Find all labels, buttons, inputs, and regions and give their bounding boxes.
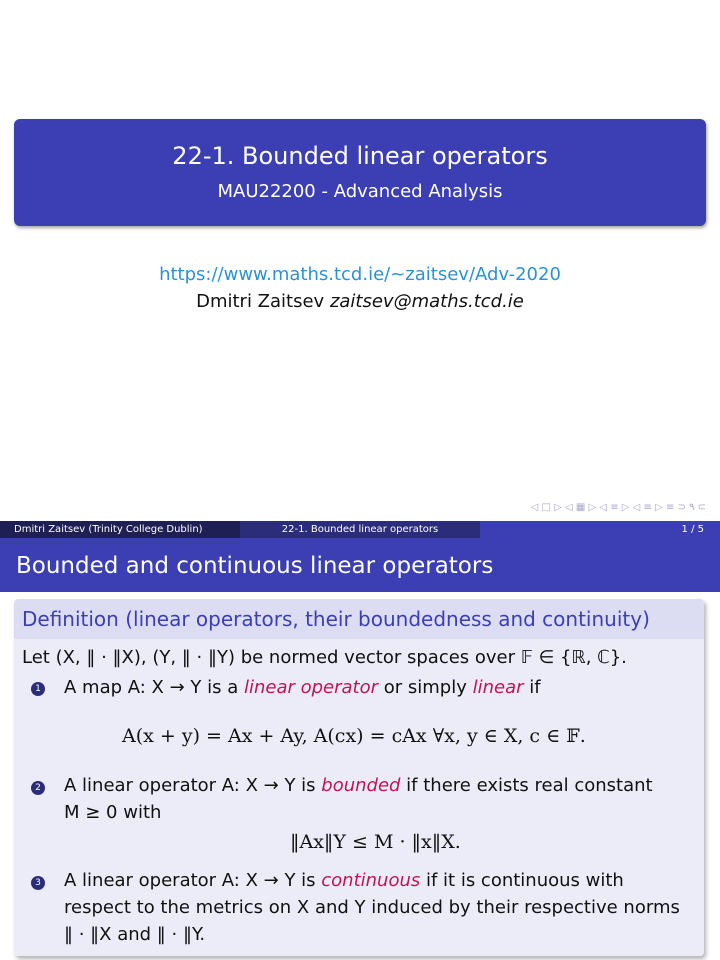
item-1-number-bullet: 1 bbox=[31, 682, 45, 696]
footer-page-number: 1 / 5 bbox=[480, 521, 720, 538]
item-1-formula: A(x + y) = Ax + Ay, A(cx) = cAx ∀x, y ∈ X, c ∈ 𝔽. bbox=[122, 725, 586, 747]
definition-body bbox=[14, 639, 704, 956]
frame-title-bar bbox=[0, 538, 720, 592]
title-block bbox=[14, 119, 706, 226]
item-3-line3: ‖ · ‖X and ‖ · ‖Y. bbox=[64, 924, 206, 945]
frame-title: Bounded and continuous linear operators bbox=[16, 553, 494, 579]
slide-title: 22-1. Bounded linear operators bbox=[172, 142, 548, 170]
author-line bbox=[0, 291, 720, 312]
definition-block bbox=[14, 599, 704, 956]
item-2-number-bullet: 2 bbox=[31, 781, 45, 795]
item-2-formula: ‖Ax‖Y ≤ M · ‖x‖X. bbox=[290, 831, 461, 853]
term-linear-operator: linear operator bbox=[243, 677, 379, 698]
item-3-line2: respect to the metrics on X and Y induced by their respective norms bbox=[64, 897, 680, 918]
definition-intro: Let (X, ‖ · ‖X), (Y, ‖ · ‖Y) be normed vector spaces over 𝔽 ∈ {ℝ, ℂ}. bbox=[22, 647, 627, 668]
definition-title: Definition (linear operators, their boundedness and continuity) bbox=[14, 599, 704, 639]
item-3-text: A linear operator A: X → Y is continuous if it is continuous with bbox=[64, 870, 624, 891]
course-url-link[interactable]: https://www.maths.tcd.ie/~zaitsev/Adv-2020 bbox=[159, 264, 561, 285]
term-bounded: bounded bbox=[321, 775, 401, 796]
author-name: Dmitri Zaitsev bbox=[196, 291, 325, 312]
item-3-number-bullet: 3 bbox=[31, 876, 45, 890]
footer-title: 22-1. Bounded linear operators bbox=[240, 521, 480, 538]
author-email[interactable]: zaitsev@maths.tcd.ie bbox=[329, 291, 524, 312]
item-1-text: A map A: X → Y is a linear operator or simply linear if bbox=[64, 677, 541, 698]
term-continuous: continuous bbox=[321, 870, 421, 891]
footer-author: Dmitri Zaitsev (Trinity College Dublin) bbox=[0, 521, 240, 538]
slide-subtitle: MAU22200 - Advanced Analysis bbox=[217, 181, 503, 202]
item-2-text: A linear operator A: X → Y is bounded if there exists real constant bbox=[64, 775, 653, 796]
beamer-navigation-icons[interactable]: ◁ □ ▷ ◁ ▦ ▷ ◁ ≡ ▷ ◁ ≡ ▷ ≡ ⊃ ۹ ⊂ bbox=[530, 502, 706, 513]
term-linear: linear bbox=[472, 677, 524, 698]
slide-footer bbox=[0, 521, 720, 538]
item-2-line2: M ≥ 0 with bbox=[64, 802, 162, 823]
